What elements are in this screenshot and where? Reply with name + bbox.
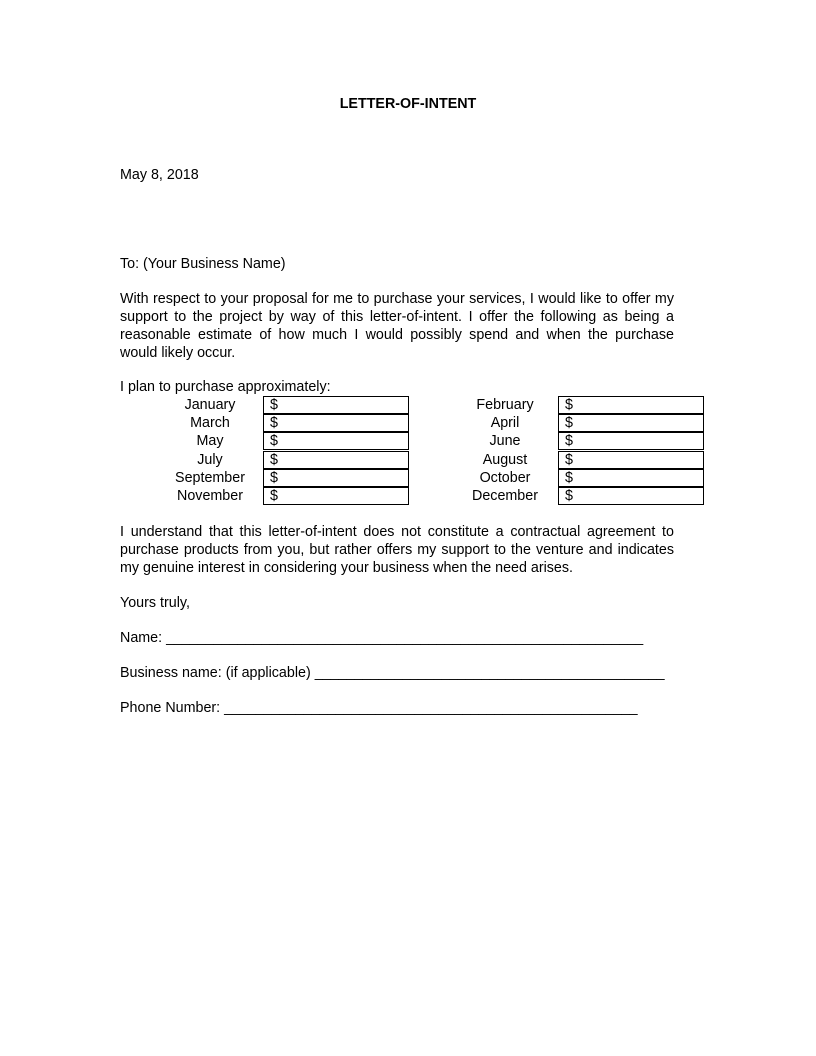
amount-field-june[interactable]: $ bbox=[558, 432, 704, 450]
amount-field-february[interactable]: $ bbox=[558, 396, 704, 414]
name-signature-field[interactable]: Name: ____________________________________________________________ bbox=[120, 630, 644, 646]
plan-intro: I plan to purchase approximately: bbox=[120, 379, 331, 395]
month-label-october: October bbox=[479, 470, 531, 486]
letter-date: May 8, 2018 bbox=[120, 167, 199, 183]
amount-field-march[interactable]: $ bbox=[263, 414, 409, 432]
amount-field-may[interactable]: $ bbox=[263, 432, 409, 450]
month-label-june: June bbox=[489, 433, 521, 449]
amount-field-october[interactable]: $ bbox=[558, 469, 704, 487]
recipient-line: To: (Your Business Name) bbox=[120, 256, 286, 272]
amount-field-december[interactable]: $ bbox=[558, 487, 704, 505]
month-label-february: February bbox=[476, 397, 534, 413]
amount-field-september[interactable]: $ bbox=[263, 469, 409, 487]
phone-number-field[interactable]: Phone Number: ____________________________________________________ bbox=[120, 700, 638, 716]
month-label-july: July bbox=[197, 452, 223, 468]
amount-field-august[interactable]: $ bbox=[558, 451, 704, 469]
month-label-may: May bbox=[196, 433, 224, 449]
intro-paragraph: With respect to your proposal for me to purchase your services, I would like to offer my support to the project by way of this letter-of-intent. I offer the following as being a reasonable estimate of how much I would possibly spend and when the purchase would likely occur. bbox=[120, 291, 674, 361]
month-label-november: November bbox=[177, 488, 243, 504]
month-label-august: August bbox=[482, 452, 528, 468]
document-title: LETTER-OF-INTENT bbox=[339, 96, 477, 112]
business-name-field[interactable]: Business name: (if applicable) ____________________________________________ bbox=[120, 665, 665, 681]
month-label-march: March bbox=[190, 415, 230, 431]
amount-field-july[interactable]: $ bbox=[263, 451, 409, 469]
amount-field-april[interactable]: $ bbox=[558, 414, 704, 432]
month-label-april: April bbox=[490, 415, 520, 431]
month-label-september: September bbox=[175, 470, 245, 486]
disclaimer-paragraph: I understand that this letter-of-intent does not constitute a contractual agreement to purchase products from you, but rather offers my support to the venture and indicates my genuine interest in considering your business when the need arises. bbox=[120, 524, 674, 576]
amount-field-november[interactable]: $ bbox=[263, 487, 409, 505]
month-label-december: December bbox=[472, 488, 538, 504]
month-label-january: January bbox=[184, 397, 236, 413]
closing-line: Yours truly, bbox=[120, 595, 190, 611]
amount-field-january[interactable]: $ bbox=[263, 396, 409, 414]
